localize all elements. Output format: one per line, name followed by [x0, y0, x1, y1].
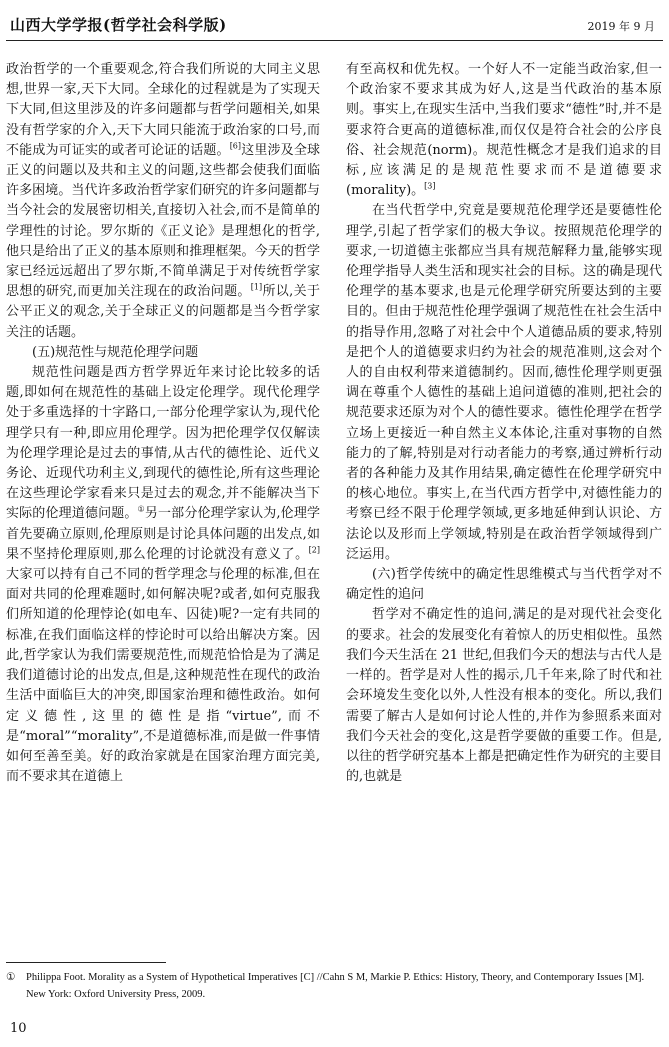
footnote-ref: ① — [137, 505, 145, 515]
citation-ref: [6] — [229, 141, 242, 151]
paragraph-normative-ethics — [6, 363, 320, 787]
footnote-mark: ① — [6, 972, 16, 983]
paragraph-uncertainty: 哲学对不确定性的追问,满足的是对现代社会变化的要求。社会的发展变化有着惊人的历史相似性。虽然我们今天生活在 21 世纪,但我们今天的想法与古代人是一样的。哲学是对人性的揭示,几千年来,除了时代和社会环境发生变化以外,人性没有根本的变化。所以,我们需要了解古人是如何讨论人性的,并作为参照系来面对我们今天社会的变化,这是哲学要做的重要工作。但是,以往的哲学研究基本上都是把确定性作为研究的主要目的,也就是 — [346, 607, 662, 785]
paragraph-virtue-ethics: 在当代哲学中,究竟是要规范伦理学还是要德性伦理学,引起了哲学家们的极大争议。按照规范伦理学的要求,一切道德主张都应当具有规范解释力量,能够实现伦理学指导人类生活和现实社会的目标。这的确是现代伦理学的基本要求,也是元伦理学研究所要达到的主要目的。但由于规范性伦理学强调了规范性在社会生活中的指导作用,忽略了对社会中个人道德品质的要求,特别是把个人的道德要求归约为社会的规范准则,这会对个人的自由权利带来道德制约。因而,德性伦理学则更强调在尊重个人德性的基础上追问道德的准则,把社会的规范要求还原为对个人的德性要求。德性伦理学在哲学立场上更接近一种自然主义本体论,注重对事物的自然能力的了解,特别是对行动者能力的考察,通过辨析行动者的各种能力及其作用结果,确定德性在伦理学研究中的核心地位。事实上,在当代西方哲学中,对德性能力的考察已经不限于伦理学领域,更多地延伸到认识论、方法论以及形而上学领域,特别是在政治哲学领域得到广泛运用。 — [346, 203, 662, 562]
paragraph-text: 有至高权和优先权。一个好人不一定能当政治家,但一个政治家不要求其成为好人,这是当代政治的基本原则。事实上,在现实生活中,当我们要求“德性”时,并不是要求符合更高的道德标准,而仅仅是符合社会的公序良俗、社会规范(norm)。规范性概念才是我们追求的目标,应该满足的是规范性要求而不是道德要求(morality)。 — [346, 62, 662, 199]
journal-title: 山西大学学报(哲学社会科学版) — [10, 16, 227, 34]
issue-date: 2019 年 9 月 — [587, 20, 655, 33]
citation-ref: [1] — [250, 282, 263, 292]
section-heading-normativity: (五)规范性与规范伦理学问题 — [32, 344, 199, 360]
paragraph-text: 所以,关于公平正义的观念,关于全球正义的问题都是当今哲学家关注的话题。 — [6, 284, 320, 340]
paragraph-text: 另一部分伦理学家认为,伦理学首先要确立原则,伦理原则是讨论具体问题的出发点,如果不坚持伦理原则,那么伦理的讨论就没有意义了。 — [6, 506, 320, 562]
paragraph-global-justice — [6, 60, 320, 343]
section-heading-uncertainty: (六)哲学传统中的确定性思维模式与当代哲学对不确定性的追问 — [346, 567, 662, 603]
footnote-text: Philippa Foot. Morality as a System of Hypothetical Imperatives [C] //Cahn S M, Markie P. Ethics: History, Theory, and Contemporary Issues [M]. New York: Oxford University Press, 2009. — [26, 972, 645, 1000]
left-column — [6, 60, 320, 787]
paragraph-text: 大家可以持有自己不同的哲学理念与伦理的标准,但在面对共同的伦理难题时,如何解决呢?或者,如何克服我们所知道的伦理悖论(如电车、囚徒)呢?一定有共同的标准,在我们面临这样的悖论时可以给出解决方案。因此,哲学家认为我们需要规范性,而规范恰恰是为了满足我们道德讨论的出发点,但是,这种规范性在现代的政治生活中面临巨大的冲突,即国家治理和德性政治。如何定义德性,这里的德性是指“virtue”,而不是“moral”“morality”,不是道德标准,而是做一件事情如何至善至美。好的政治家就是在国家治理方面完美,而不要求其在道德上 — [6, 567, 320, 785]
footnote-rule — [6, 962, 166, 963]
paragraph-text: 这里涉及全球正义的问题以及共和主义的问题,这些都会使我们面临许多困境。当代许多政治哲学家们研究的许多问题都与当今社会的发展密切相关,直接切入社会,而不是简单的学理性的讨论。罗尔斯的《正义论》是理想化的哲学,他只是给出了正义的基本原则和推理框架。今天的哲学家已经远远超出了罗尔斯,不简单满足于对传统哲学家思想的研究,而更加关注现在的政治问题。 — [6, 142, 320, 300]
right-column — [346, 60, 662, 787]
paragraph-political-principle — [346, 60, 662, 201]
citation-ref: [2] — [308, 545, 320, 555]
paragraph-text: 规范性问题是西方哲学界近年来讨论比较多的话题,即如何在规范性的基础上设定伦理学。现代伦理学处于多重选择的十字路口,一部分伦理学家认为,现代伦理学只有一种,即应用伦理学。因为把伦理学仅仅解读为伦理学理论是过去的事情,从古代的德性论、近代义务论、近现代功利主义,到现代的德性论,所有这些理论在这些理论学家看来只是过去的观念,并不能解决当下实际的伦理道德问题。 — [6, 365, 320, 522]
running-header — [6, 6, 663, 42]
page-number: 10 — [10, 1021, 27, 1036]
citation-ref: [3] — [424, 181, 436, 191]
paragraph-text: 政治哲学的一个重要观念,符合我们所说的大同主义思想,世界一家,天下大同。全球化的过程就是为了实现天下大同,但这里涉及的许多问题都与哲学问题相关,如果没有哲学家的介入,天下大同只能流于政治家的口号,而不能成为可证实的或者可论证的话题。 — [6, 62, 320, 158]
header-rule — [6, 40, 663, 41]
footnote — [6, 969, 655, 1003]
